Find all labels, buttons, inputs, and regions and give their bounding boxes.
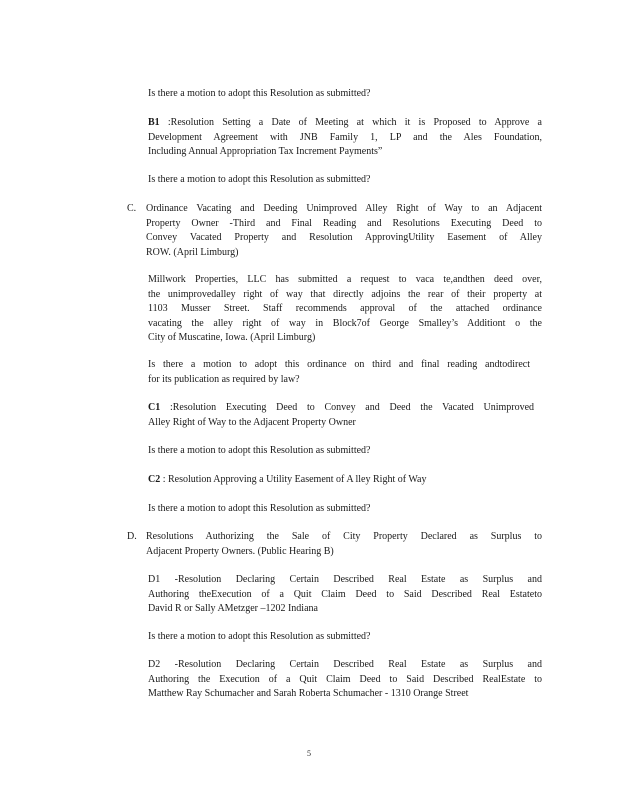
item-c-label: C. <box>127 203 137 214</box>
motion-question-text: Is there a motion to adopt this Resolution as submitted? <box>148 503 371 514</box>
ordinance-motion-line: for its publication as required by law? <box>148 373 300 385</box>
item-d-heading <box>146 530 542 559</box>
b1-line-2: Development Agreement with JNB Family 1, LP and the Ales Foundation, <box>148 131 542 143</box>
page-number: 5 <box>307 749 311 758</box>
item-d-heading-line: Resolutions Authorizing the Sale of City Property Declared as Surplus to <box>146 531 542 542</box>
d2-line: Matthew Ray Schumacher and Sarah Roberta Schumacher - 1310 Orange Street <box>148 688 469 700</box>
motion-question-text: Is there a motion to adopt this Resolution as submitted? <box>148 445 371 456</box>
item-c-body-line: vacating the alley right of way in Block7of George Smalley’s Additiont o the <box>148 317 542 329</box>
motion-question-text: Is there a motion to adopt this Resolution as submitted? <box>148 88 371 99</box>
item-c-body <box>148 273 542 346</box>
c1-line-2: Alley Right of Way to the Adjacent Property Owner <box>148 416 356 428</box>
ordinance-motion-line: Is there a motion to adopt this ordinance on third and final reading andtodirect <box>148 359 530 370</box>
resolution-b1 <box>148 116 542 160</box>
motion-question <box>148 87 542 102</box>
motion-question <box>148 444 542 459</box>
b1-line-3: Including Annual Appropriation Tax Increment Payments” <box>148 146 383 158</box>
motion-question <box>148 173 542 188</box>
c2-code: C2 <box>148 474 161 485</box>
motion-question-text: Is there a motion to adopt this Resolution as submitted? <box>148 174 371 185</box>
resolution-d1 <box>148 573 542 617</box>
c2-line-1: : Resolution Approving a Utility Easement of A lley Right of Way <box>162 474 427 485</box>
d1-line: David R or Sally AMetzger –1202 Indiana <box>148 603 318 615</box>
motion-question <box>148 630 542 645</box>
c1-line-1: :Resolution Executing Deed to Convey and Deed the Vacated Unimproved <box>169 402 535 413</box>
resolution-c1 <box>148 401 534 430</box>
item-c-body-line: Millwork Properties, LLC has submitted a request to vaca te,andthen deed over, <box>148 274 542 285</box>
item-c-body-line: 1103 Musser Street. Staff recommends approval of the attached ordinance <box>148 303 542 315</box>
d1-line: Authoring theExecution of a Quit Claim Deed to Said Described Real Estateto <box>148 588 542 600</box>
b1-line-1: :Resolution Setting a Date of Meeting at which it is Proposed to Approve a <box>167 117 543 128</box>
item-c-heading-line: Convey Vacated Property and Resolution ApprovingUtility Easement of Alley <box>146 232 542 244</box>
d2-line: D2 -Resolution Declaring Certain Described Real Estate as Surplus and <box>148 659 542 670</box>
item-c-body-line: City of Muscatine, Iowa. (April Limburg) <box>148 332 316 344</box>
item-d-heading-line: Adjacent Property Owners. (Public Hearing B) <box>146 545 334 557</box>
item-c-heading-line: ROW. (April Limburg) <box>146 246 239 258</box>
motion-question <box>148 502 542 517</box>
resolution-d2 <box>148 658 542 702</box>
d2-line: Authoring the Execution of a Quit Claim Deed to Said Described RealEstate to <box>148 673 542 685</box>
b1-code: B1 <box>148 117 160 128</box>
item-c-heading-line: Property Owner -Third and Final Reading and Resolutions Executing Deed to <box>146 217 542 229</box>
item-c-heading-line: Ordinance Vacating and Deeding Unimproved Alley Right of Way to an Adjacent <box>146 203 542 214</box>
d1-line: D1 -Resolution Declaring Certain Described Real Estate as Surplus and <box>148 574 542 585</box>
item-d-label: D. <box>127 531 137 542</box>
resolution-c2 <box>148 473 542 488</box>
item-c-body-line: the unimprovedalley right of way that directly adjoins the rear of their property at <box>148 288 542 300</box>
item-c-heading <box>146 202 542 260</box>
motion-question-text: Is there a motion to adopt this Resolution as submitted? <box>148 631 371 642</box>
c1-code: C1 <box>148 402 161 413</box>
ordinance-motion <box>148 358 530 387</box>
